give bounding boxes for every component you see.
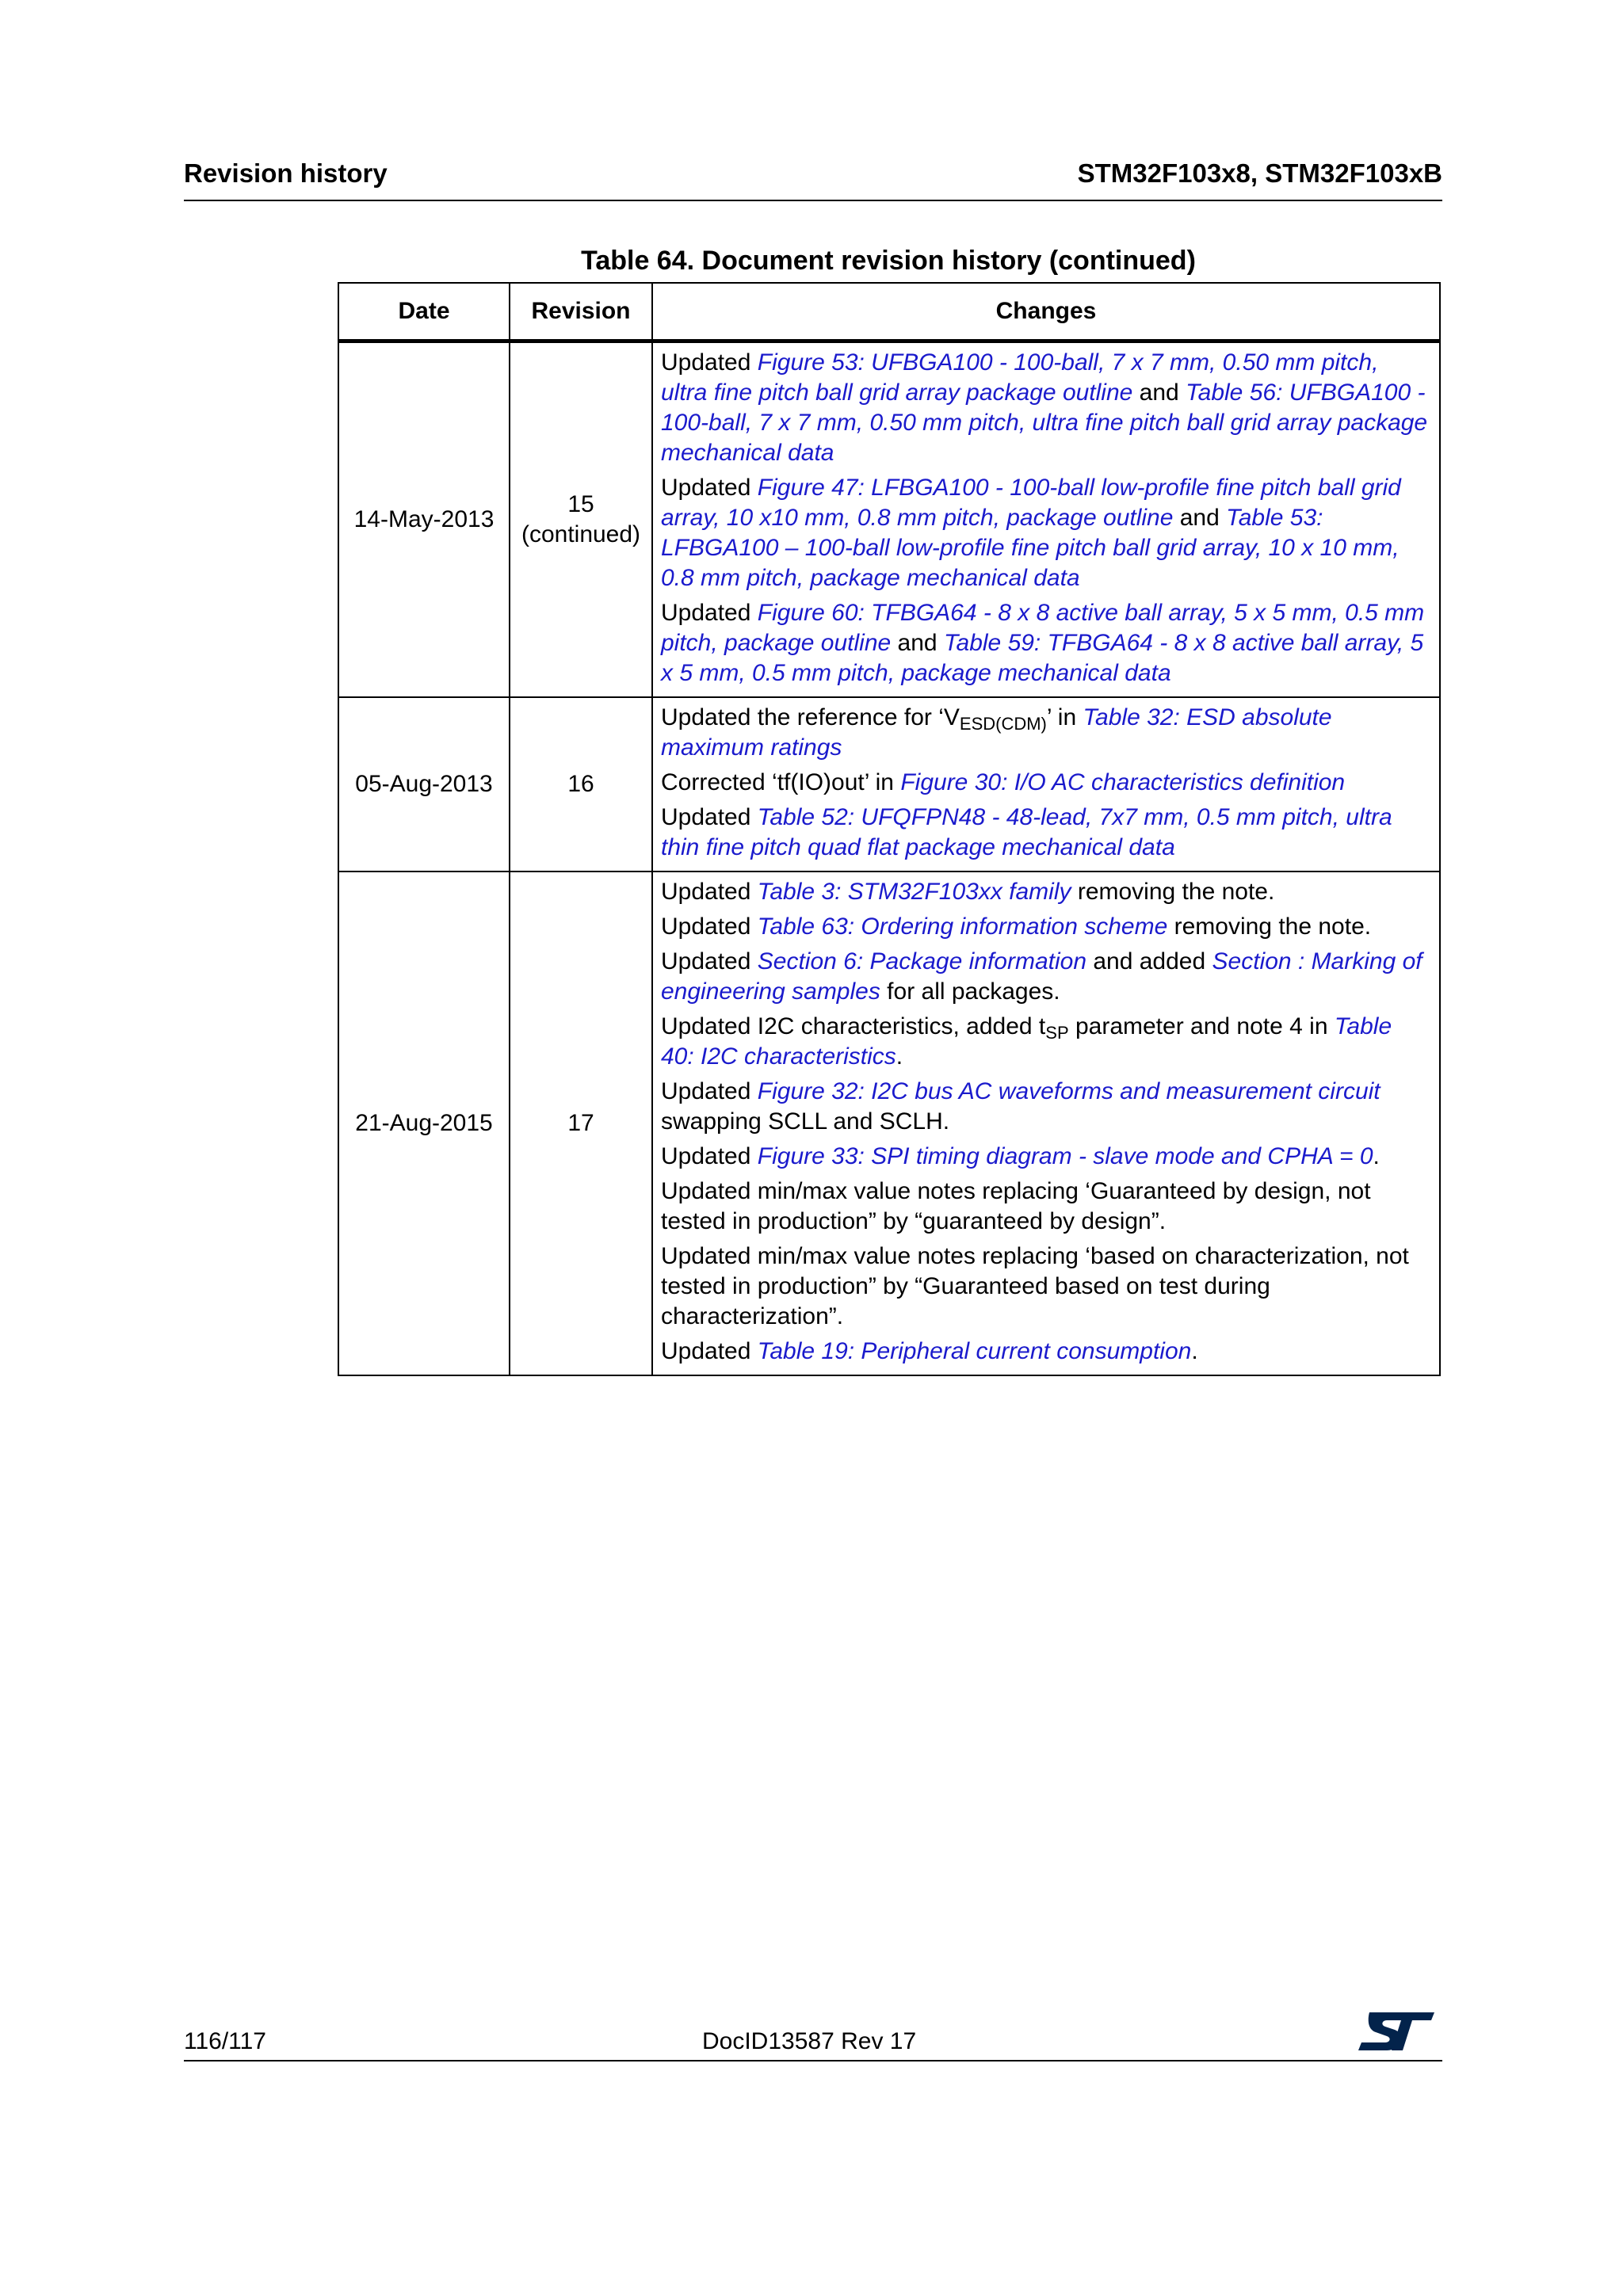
column-header-revision: Revision	[510, 283, 652, 341]
cross-reference-link[interactable]: Table 56: UFBGA100 - 100-ball, 7 x 7 mm, 0.50 mm pitch, ultra fine pitch ball grid array package mechanical data	[661, 379, 1428, 466]
revision-cell	[510, 871, 652, 1375]
change-text: and	[1173, 505, 1227, 531]
cross-reference-link[interactable]: Figure 53: UFBGA100 - 100-ball, 7 x 7 mm, 0.50 mm pitch, ultra fine pitch ball grid array package outline	[661, 349, 1379, 406]
cross-reference-link[interactable]: Table 40: I2C characteristics	[661, 1013, 1392, 1070]
revision-cell	[510, 341, 652, 698]
change-entry	[661, 912, 1431, 942]
cross-reference-link[interactable]: Figure 60: TFBGA64 - 8 x 8 active ball array, 5 x 5 mm, 0.5 mm pitch, package outline	[661, 600, 1425, 656]
table-body	[338, 341, 1440, 1376]
cross-reference-link[interactable]: Table 59: TFBGA64 - 8 x 8 active ball array, 5 x 5 mm, 0.5 mm pitch, package mechanical data	[661, 630, 1424, 686]
changes-cell	[652, 341, 1440, 698]
change-text: .	[1373, 1143, 1380, 1169]
cross-reference-link[interactable]: Figure 32: I2C bus AC waveforms and measurement circuit	[757, 1078, 1381, 1104]
change-text: and	[1132, 379, 1186, 406]
page-number: 116/117	[184, 2028, 266, 2054]
change-text: removing the note.	[1071, 879, 1275, 905]
cross-reference-link[interactable]: Table 53: LFBGA100 – 100-ball low-profile fine pitch ball grid array, 10 x 10 mm, 0.8 mm pitch, package mechanical data	[661, 505, 1400, 591]
cross-reference-link[interactable]: Table 3: STM32F103xx family	[757, 879, 1071, 905]
date-cell: 14-May-2013	[338, 341, 510, 698]
cross-reference-link[interactable]: Table 32: ESD absolute maximum ratings	[661, 704, 1332, 761]
page-header	[184, 158, 1442, 201]
change-entry	[661, 1241, 1431, 1332]
change-entry	[661, 803, 1431, 863]
date-cell: 21-Aug-2015	[338, 871, 510, 1375]
change-text: ’ in	[1046, 704, 1083, 730]
change-entry	[661, 947, 1431, 1007]
change-text: Updated the reference for ‘V	[661, 704, 960, 730]
subscript-text: ESD(CDM)	[959, 714, 1047, 734]
cross-reference-link[interactable]: Table 63: Ordering information scheme	[757, 913, 1168, 940]
subscript-text: SP	[1045, 1023, 1069, 1043]
change-text: .	[1191, 1338, 1198, 1364]
revision-note: (continued)	[521, 521, 641, 547]
change-text: parameter and note 4 in	[1068, 1013, 1335, 1039]
change-text: and added	[1086, 948, 1212, 974]
change-text: Corrected ‘tf(IO)out’ in	[661, 769, 901, 795]
header-part-number: STM32F103x8, STM32F103xB	[1077, 158, 1442, 188]
header-section-title: Revision history	[184, 158, 388, 188]
change-text: Updated	[661, 1338, 758, 1364]
page-footer	[184, 2028, 1442, 2061]
change-entry	[661, 1337, 1431, 1367]
change-text: Updated	[661, 600, 758, 626]
change-text: Updated	[661, 1078, 758, 1104]
change-entry	[661, 598, 1431, 688]
changes-cell	[652, 697, 1440, 871]
revision-cell	[510, 697, 652, 871]
change-text: Updated	[661, 349, 758, 376]
change-text: .	[896, 1043, 903, 1070]
cross-reference-link[interactable]: Section : Marking of engineering samples	[661, 948, 1423, 1005]
change-text: removing the note.	[1167, 913, 1372, 940]
cross-reference-link[interactable]: Figure 33: SPI timing diagram - slave mode and CPHA = 0	[757, 1143, 1373, 1169]
change-text: swapping SCLL and SCLH.	[661, 1108, 950, 1135]
change-text: Updated	[661, 804, 758, 830]
change-entry	[661, 473, 1431, 593]
change-entry	[661, 1077, 1431, 1137]
st-logo-icon	[1355, 2009, 1438, 2054]
change-entry	[661, 703, 1431, 763]
change-entry	[661, 1177, 1431, 1237]
change-text: Updated	[661, 913, 758, 940]
revision-number: 16	[567, 771, 594, 797]
revision-number: 17	[567, 1110, 594, 1136]
cross-reference-link[interactable]: Table 52: UFQFPN48 - 48-lead, 7x7 mm, 0.5 mm pitch, ultra thin fine pitch quad flat package mechanical data	[661, 804, 1392, 860]
table-caption: Table 64. Document revision history (continued)	[581, 246, 1196, 276]
cross-reference-link[interactable]: Section 6: Package information	[757, 948, 1087, 974]
cross-reference-link[interactable]: Table 19: Peripheral current consumption	[757, 1338, 1192, 1364]
change-text: Updated min/max value notes replacing ‘based on characterization, not tested in production” by “Guaranteed based on test during characterization”.	[661, 1243, 1409, 1329]
change-text: Updated min/max value notes replacing ‘Guaranteed by design, not tested in production” by “guaranteed by design”.	[661, 1178, 1371, 1234]
revision-number: 15	[567, 491, 594, 517]
table-row	[338, 871, 1440, 1375]
table-header-row	[338, 283, 1440, 341]
change-entry	[661, 877, 1431, 907]
table-row	[338, 341, 1440, 698]
change-entry	[661, 348, 1431, 468]
date-cell: 05-Aug-2013	[338, 697, 510, 871]
change-entry	[661, 768, 1431, 798]
change-text: Updated	[661, 475, 758, 501]
change-text: Updated	[661, 879, 758, 905]
column-header-changes: Changes	[652, 283, 1440, 341]
document-id: DocID13587 Rev 17	[702, 2028, 917, 2054]
change-text: for all packages.	[880, 978, 1060, 1005]
cross-reference-link[interactable]: Figure 47: LFBGA100 - 100-ball low-profile fine pitch ball grid array, 10 x10 mm, 0.8 mm pitch, package outline	[661, 475, 1401, 531]
change-text: Updated	[661, 948, 758, 974]
change-text: Updated I2C characteristics, added t	[661, 1013, 1046, 1039]
change-text: Updated	[661, 1143, 758, 1169]
cross-reference-link[interactable]: Figure 30: I/O AC characteristics definition	[900, 769, 1346, 795]
revision-history-table	[338, 282, 1441, 1376]
change-text: and	[891, 630, 944, 656]
change-entry	[661, 1142, 1431, 1172]
column-header-date: Date	[338, 283, 510, 341]
table-row	[338, 697, 1440, 871]
changes-cell	[652, 871, 1440, 1375]
change-entry	[661, 1012, 1431, 1072]
